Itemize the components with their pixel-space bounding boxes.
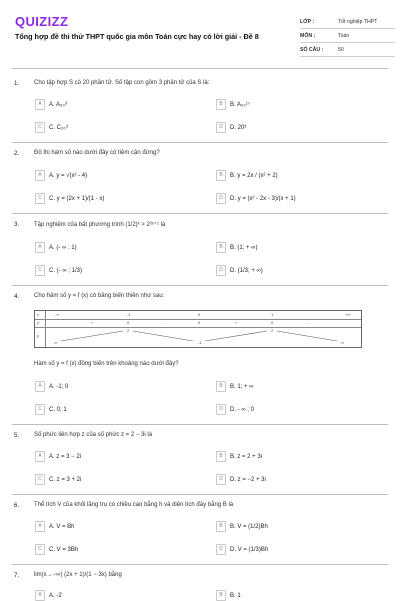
- table-x-value: 0: [198, 312, 201, 317]
- option-text: A. A₂₀³: [49, 101, 67, 108]
- table-sign: +: [91, 320, 94, 325]
- option-letter: A: [35, 170, 45, 181]
- option-letter: D: [216, 193, 226, 204]
- question-text: lim(x→−∞) (2x + 1)/(1 − 3x) bằng: [34, 572, 122, 578]
- option-letter: D: [216, 122, 226, 133]
- option-letter: B: [216, 242, 226, 253]
- header-divider: [12, 68, 388, 69]
- table-sign: 0: [198, 320, 201, 325]
- option-b[interactable]: [216, 590, 241, 601]
- option-text: D. - ∞ ; 0: [230, 406, 254, 413]
- option-b[interactable]: [216, 451, 262, 462]
- option-text: B. 1; + ∞: [230, 383, 254, 390]
- info-row-subject: [300, 29, 395, 43]
- option-c[interactable]: [35, 544, 78, 555]
- table-sign: -: [307, 320, 309, 325]
- info-row-class: [300, 15, 395, 29]
- variation-table: [34, 310, 362, 348]
- question-text: Cho hàm số y = f (x) có bảng biến thiên như sau:: [34, 293, 165, 299]
- option-a[interactable]: [35, 170, 87, 181]
- option-letter: A: [35, 242, 45, 253]
- question-divider: [12, 285, 388, 286]
- option-b[interactable]: [216, 242, 257, 253]
- table-y-value: 2: [271, 328, 274, 333]
- info-key: MÔN :: [300, 32, 316, 39]
- option-text: A. V = Bh: [49, 523, 75, 530]
- question-number: 4.: [14, 293, 20, 300]
- question-divider: [12, 213, 388, 214]
- info-value: 50: [338, 46, 344, 53]
- question-number: 6.: [14, 502, 20, 509]
- page-title: Tổng hợp đề thi thử THPT quốc gia môn Toán cực hay có lời giải - Đề 8: [15, 32, 259, 41]
- option-text: C. 0; 1: [49, 406, 67, 413]
- variation-arrows: [35, 327, 361, 347]
- question-number: 2.: [14, 150, 20, 157]
- info-key: LỚP :: [300, 18, 315, 25]
- table-label-yprime: y': [37, 320, 40, 325]
- option-text: C. C₂₀³: [49, 124, 68, 131]
- question-number: 3.: [14, 221, 20, 228]
- option-text: B. A₂₀¹⁷: [230, 101, 250, 108]
- option-text: D. y = (x² - 2x - 3)/(x + 1): [230, 195, 296, 202]
- table-x-value: -∞: [55, 312, 60, 317]
- option-text: D. 20³: [230, 124, 247, 131]
- table-y-value: -∞: [53, 340, 58, 345]
- option-d[interactable]: [216, 474, 266, 485]
- table-x-value: -1: [127, 312, 131, 317]
- option-text: A. z = 3 − 2i: [49, 453, 82, 460]
- quizizz-logo: QUIZIZZ: [15, 14, 69, 29]
- option-c[interactable]: [35, 474, 81, 485]
- option-letter: A: [35, 521, 45, 532]
- option-letter: D: [216, 404, 226, 415]
- option-letter: A: [35, 590, 45, 601]
- info-value: Toán: [338, 32, 350, 39]
- table-x-value: +∞: [345, 312, 351, 317]
- question-divider: [12, 494, 388, 495]
- option-letter: B: [216, 451, 226, 462]
- option-c[interactable]: [35, 265, 82, 276]
- option-letter: A: [35, 99, 45, 110]
- option-b[interactable]: [216, 170, 278, 181]
- table-sign: 0: [127, 320, 130, 325]
- option-text: B. z = 2 + 3i: [230, 453, 263, 460]
- table-sign: -: [162, 320, 164, 325]
- option-a[interactable]: [35, 451, 81, 462]
- option-c[interactable]: [35, 193, 104, 204]
- option-text: A. (- ∞ ; 1): [49, 244, 77, 251]
- table-x-value: 1: [271, 312, 274, 317]
- option-a[interactable]: [35, 242, 77, 253]
- option-d[interactable]: [216, 193, 296, 204]
- info-panel: [300, 15, 395, 57]
- option-letter: B: [216, 99, 226, 110]
- option-b[interactable]: [216, 99, 250, 110]
- option-letter: A: [35, 381, 45, 392]
- option-letter: B: [216, 170, 226, 181]
- arrow-up-2: [205, 331, 267, 341]
- option-d[interactable]: [216, 265, 263, 276]
- arrow-down-2: [277, 331, 337, 341]
- option-b[interactable]: [216, 521, 268, 532]
- option-letter: B: [216, 521, 226, 532]
- question-divider: [12, 564, 388, 565]
- option-a[interactable]: [35, 590, 62, 601]
- question-text: Số phức liên hợp z của số phức z = 2 − 3i là: [34, 432, 153, 438]
- option-text: B. (1; + ∞): [230, 244, 258, 251]
- option-b[interactable]: [216, 381, 253, 392]
- table-y-value: 2: [127, 328, 130, 333]
- option-letter: C: [35, 265, 45, 276]
- option-letter: C: [35, 544, 45, 555]
- option-c[interactable]: [35, 122, 68, 133]
- option-text: D. z = −2 + 3i: [230, 476, 266, 483]
- question-number: 1.: [14, 80, 20, 87]
- option-d[interactable]: [216, 404, 254, 415]
- option-letter: C: [35, 122, 45, 133]
- option-text: A. -1; 0: [49, 383, 69, 390]
- option-a[interactable]: [35, 381, 68, 392]
- arrow-down-1: [133, 331, 193, 341]
- option-letter: D: [216, 544, 226, 555]
- question-number: 5.: [14, 432, 20, 439]
- table-y-value: -∞: [340, 340, 345, 345]
- option-letter: D: [216, 474, 226, 485]
- option-text: C. (- ∞ ; 1/3): [49, 267, 82, 274]
- question-subtext: Hàm số y = f (x) đồng biến trên khoảng nào dưới đây?: [34, 361, 179, 367]
- option-text: C. z = 3 + 2i: [49, 476, 82, 483]
- option-letter: C: [35, 404, 45, 415]
- option-letter: B: [216, 381, 226, 392]
- option-a[interactable]: [35, 99, 67, 110]
- question-divider: [12, 424, 388, 425]
- info-row-count: [300, 43, 395, 57]
- option-text: A. -2: [49, 592, 62, 599]
- option-letter: A: [35, 451, 45, 462]
- question-text: Cho tập hợp S có 20 phần tử. Số tập con gồm 3 phần tử của S là:: [34, 80, 210, 86]
- option-text: B. y = 2x / (x² + 2): [230, 172, 278, 179]
- info-key: SỐ CÂU :: [300, 46, 324, 53]
- option-letter: D: [216, 265, 226, 276]
- option-text: C. y = (2x + 1)/(1 - x): [49, 195, 105, 202]
- option-text: C. V = 3Bh: [49, 546, 79, 553]
- table-y-value: -1: [198, 340, 202, 345]
- option-c[interactable]: [35, 404, 67, 415]
- table-sign: +: [235, 320, 238, 325]
- option-text: D. V = (1/3)Bh: [230, 546, 269, 553]
- question-number: 7.: [14, 572, 20, 579]
- option-d[interactable]: [216, 544, 268, 555]
- option-letter: B: [216, 590, 226, 601]
- table-label-x: x: [37, 312, 39, 317]
- option-text: B. 1: [230, 592, 241, 599]
- option-text: B. V = (1/2)Bh: [230, 523, 268, 530]
- table-label-y: y: [37, 333, 39, 338]
- question-text: Thể tích V của khối lăng trụ có chiều cao bằng h và diện tích đáy bằng B là: [34, 502, 234, 508]
- question-text: Đồ thị hàm số nào dưới đây có tiệm cận đứng?: [34, 150, 160, 156]
- question-text: Tập nghiệm của bất phương trình (1/2)ˣ > 2²ˣ⁺¹ là: [34, 222, 166, 228]
- option-text: A. y = √(x² - 4): [49, 172, 88, 179]
- info-value: Tốt nghiệp THPT: [338, 18, 378, 25]
- option-d[interactable]: [216, 122, 246, 133]
- table-sign: 0: [271, 320, 274, 325]
- option-a[interactable]: [35, 521, 75, 532]
- option-text: D. (1/3; + ∞): [230, 267, 263, 274]
- option-letter: C: [35, 193, 45, 204]
- question-divider: [12, 142, 388, 143]
- option-letter: C: [35, 474, 45, 485]
- arrow-up-1: [61, 331, 123, 341]
